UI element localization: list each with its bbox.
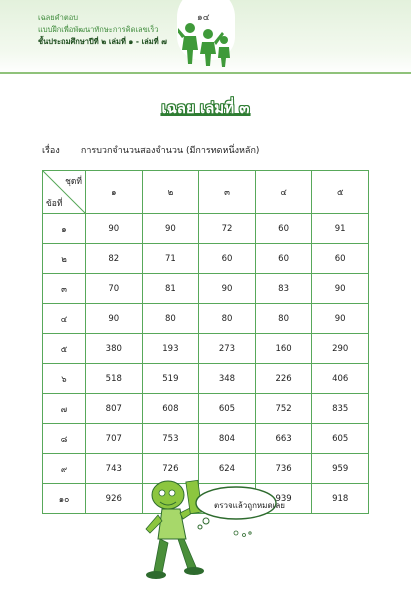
row-label: ๘ — [43, 424, 86, 454]
kids-illustration — [178, 20, 234, 68]
row-label: ๙ — [43, 454, 86, 484]
answer-cell: 90 — [86, 214, 143, 244]
column-header: ๔ — [255, 171, 312, 214]
answer-cell: 743 — [86, 454, 143, 484]
answer-cell: 624 — [199, 454, 256, 484]
answer-cell: 80 — [142, 304, 199, 334]
table-row — [43, 394, 369, 424]
answer-cell: 72 — [199, 214, 256, 244]
topic-label: เรื่อง — [42, 146, 60, 156]
row-label: ๑ — [43, 214, 86, 244]
speech-text: ตรวจแล้วถูกหมดเลย — [214, 501, 285, 510]
answer-cell: 90 — [312, 274, 369, 304]
answer-cell: 835 — [312, 394, 369, 424]
row-label: ๗ — [43, 394, 86, 424]
answer-cell: 60 — [255, 244, 312, 274]
table-corner-cell — [43, 171, 86, 214]
answer-cell: 918 — [312, 484, 369, 514]
answer-cell: 83 — [255, 274, 312, 304]
answer-cell: 60 — [312, 244, 369, 274]
answer-cell: 663 — [255, 424, 312, 454]
row-label: ๕ — [43, 334, 86, 364]
answer-cell: 90 — [312, 304, 369, 334]
page-number: ๑๔ — [197, 13, 210, 23]
mascot-illustration — [140, 475, 280, 585]
answer-cell: 753 — [142, 424, 199, 454]
header-line-1: เฉลยคำตอบ — [38, 13, 79, 22]
header-line-2: แบบฝึกเพื่อพัฒนาทักษะการคิดเลขเร็ว — [38, 25, 159, 34]
column-header: ๓ — [199, 171, 256, 214]
header-line-3: ชั้นประถมศึกษาปีที่ ๒ เล่มที่ ๑ - เล่มที่ ๗ — [38, 37, 167, 46]
answer-cell: 70 — [86, 274, 143, 304]
answer-cell: 90 — [199, 274, 256, 304]
answer-cell: 60 — [199, 244, 256, 274]
answer-cell: 752 — [255, 394, 312, 424]
answer-cell: 81 — [142, 274, 199, 304]
answer-cell: 82 — [86, 244, 143, 274]
mascot-figure — [146, 480, 204, 579]
column-header: ๑ — [86, 171, 143, 214]
answer-cell: 518 — [86, 364, 143, 394]
answer-cell: 90 — [86, 304, 143, 334]
answer-title: เฉลย เล่มที่ ๓ — [161, 99, 250, 117]
answer-cell: 726 — [142, 454, 199, 484]
corner-set-label: ชุดที่ — [65, 177, 82, 187]
answer-cell: 608 — [142, 394, 199, 424]
answer-cell: 160 — [255, 334, 312, 364]
answer-cell: 273 — [199, 334, 256, 364]
column-header: ๒ — [142, 171, 199, 214]
answer-cell: 926 — [86, 484, 143, 514]
row-label: ๖ — [43, 364, 86, 394]
answer-cell: 80 — [255, 304, 312, 334]
answer-cell: 959 — [312, 454, 369, 484]
row-label: ๓ — [43, 274, 86, 304]
answer-cell: 707 — [86, 424, 143, 454]
table-row — [43, 334, 369, 364]
answer-cell: 71 — [142, 244, 199, 274]
table-row — [43, 424, 369, 454]
answer-cell: 939 — [255, 484, 312, 514]
table-row — [43, 244, 369, 274]
column-header: ๕ — [312, 171, 369, 214]
answer-cell: 193 — [142, 334, 199, 364]
answer-cell: 804 — [199, 424, 256, 454]
answer-cell: 380 — [86, 334, 143, 364]
table-row — [43, 214, 369, 244]
answer-cell: 348 — [199, 364, 256, 394]
row-label: ๔ — [43, 304, 86, 334]
answer-cell: 80 — [199, 304, 256, 334]
answer-cell: 736 — [255, 454, 312, 484]
answer-cell: 605 — [199, 394, 256, 424]
answer-cell: 519 — [142, 364, 199, 394]
topic-text: การบวกจำนวนสองจำนวน (มีการทดหนึ่งหลัก) — [80, 146, 260, 156]
answer-table — [42, 170, 369, 514]
header-text — [38, 12, 167, 48]
answer-cell: 605 — [312, 424, 369, 454]
table-row — [43, 304, 369, 334]
answer-cell: 406 — [312, 364, 369, 394]
header-divider — [0, 72, 411, 74]
corner-item-label: ข้อที่ — [46, 199, 63, 209]
row-label: ๑๐ — [43, 484, 86, 514]
answer-cell: 226 — [255, 364, 312, 394]
answer-cell: 90 — [142, 214, 199, 244]
table-row — [43, 274, 369, 304]
answer-cell: 290 — [312, 334, 369, 364]
answer-cell: 91 — [312, 214, 369, 244]
table-row — [43, 364, 369, 394]
row-label: ๒ — [43, 244, 86, 274]
answer-cell: 60 — [255, 214, 312, 244]
answer-cell: 807 — [86, 394, 143, 424]
topic-line — [42, 143, 259, 157]
